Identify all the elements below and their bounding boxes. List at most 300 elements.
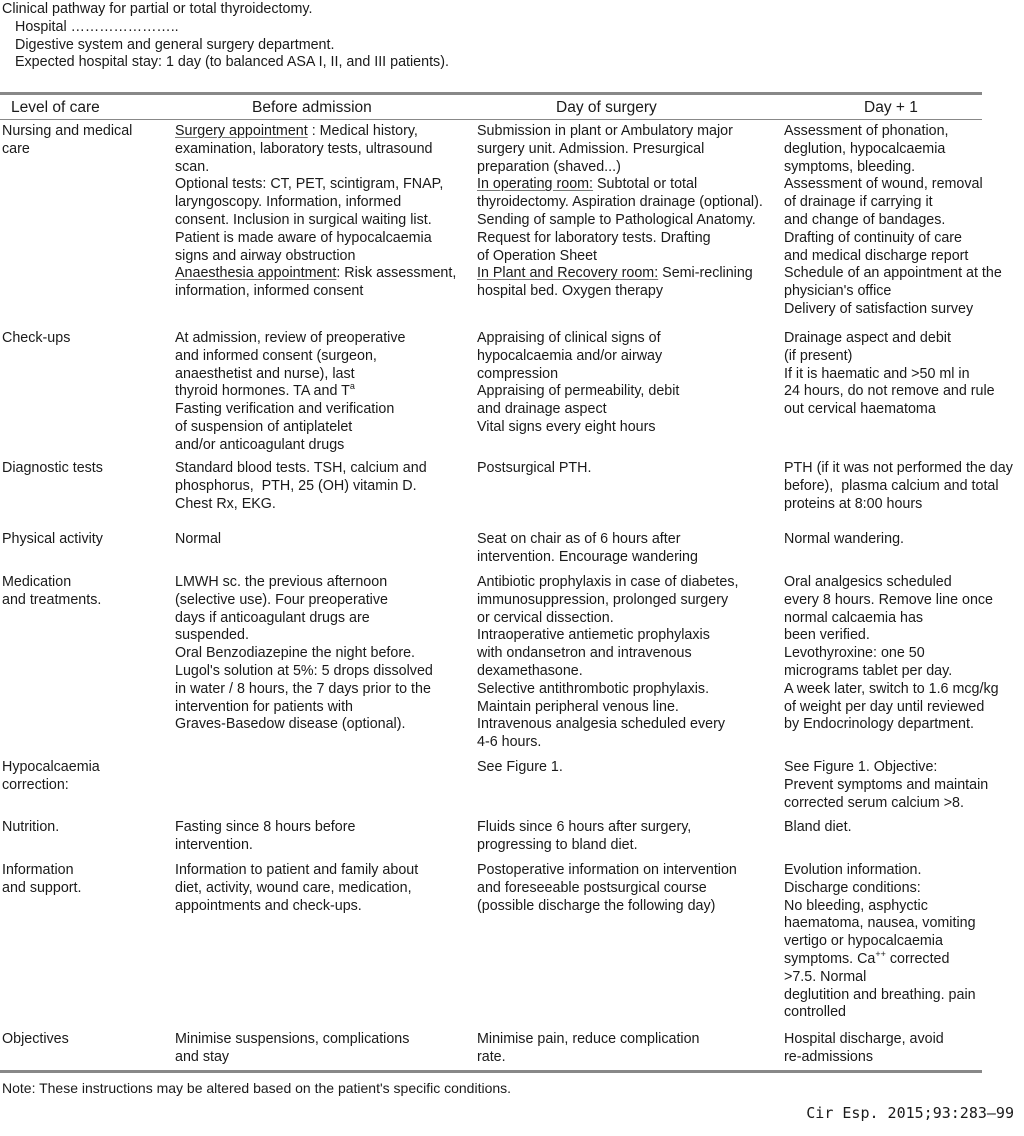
hospital-stay-line: Expected hospital stay: 1 day (to balanced ASA I, II, and III patients). [15,54,449,71]
cell-line [175,663,433,681]
text-segment: Fasting verification and verification [175,401,395,418]
cell-before [175,531,221,549]
cell-line: Diagnostic tests [2,460,103,476]
cell-line [784,176,1002,194]
text-segment: laryngoscopy. Information, informed [175,194,402,211]
text-segment: Prevent symptoms and maintain [784,776,989,793]
cell-line [477,330,679,348]
text-segment: Request for laboratory tests. Drafting [477,229,711,246]
cell-line: Objectives [2,1031,69,1047]
text-segment: In operating room: [477,176,594,193]
column-header-day-of-surgery: Day of surgery [556,99,657,116]
text-segment: Lugol's solution at 5%: 5 drops dissolved [175,662,433,679]
text-segment: Fasting since 8 hours before [175,819,356,835]
text-segment: A week later, switch to 1.6 mcg/kg [784,680,999,697]
text-segment: Appraising of clinical signs of [477,330,661,346]
text-segment: 4-6 hours. [477,734,542,751]
cell-line [175,880,418,898]
text-segment: out cervical haematoma [784,401,936,418]
text-segment: deglutition and breathing. pain [784,986,976,1003]
cell-before [175,330,405,455]
cell-line [175,123,456,141]
text-segment: Evolution information. [784,862,922,878]
column-header-day-plus-one: Day + 1 [864,99,918,116]
cell-line [175,610,433,628]
text-segment: Standard blood tests. TSH, calcium and [175,460,427,476]
text-segment: Maintain peripheral venous line. [477,698,679,715]
cell-before [175,460,427,513]
text-segment: Drafting of continuity of care [784,229,963,246]
cell-line [784,759,988,777]
text-segment: Appraising of permeability, debit [477,383,680,400]
cell-line [175,348,405,366]
text-segment: vertigo or hypocalcaemia [784,933,943,950]
text-segment: Intraoperative antiemetic prophylaxis [477,627,710,644]
text-segment: (possible discharge the following day) [477,897,716,914]
cell-line [784,663,999,681]
text-segment: symptoms, bleeding. [784,158,916,175]
cell-line [784,383,995,401]
row-label [2,759,100,795]
cell-line [477,645,738,663]
cell-line [784,212,1002,230]
text-segment: hospital bed. Oxygen therapy [477,283,663,300]
cell-line [784,496,1013,514]
cell-before [175,123,456,301]
text-segment: If it is haematic and >50 ml in [784,365,970,382]
row-label [2,574,101,610]
cell-line [477,862,737,880]
text-segment: Anaesthesia appointment [175,265,337,282]
text-segment: suspended. [175,627,249,644]
cell-line: Physical activity [2,531,103,547]
cell-day1 [784,123,1002,319]
cell-line [477,837,691,855]
text-segment: controlled [784,1004,846,1021]
cell-line [477,592,738,610]
text-segment: Oral Benzodiazepine the night before. [175,645,416,662]
cell-line [784,283,1002,301]
cell-before [175,862,418,915]
text-segment: information, informed consent [175,283,364,300]
cell-surgery [477,330,679,437]
cell-line [477,699,738,717]
text-segment: Patient is made aware of hypocalcaemia [175,229,432,246]
cell-line: Nutrition. [2,819,60,835]
cell-line [175,419,405,437]
cell-line [477,898,737,916]
text-segment: or cervical dissection. [477,609,614,626]
cell-line [477,610,738,628]
cell-before [175,1031,409,1067]
cell-line [477,419,679,437]
text-segment: haematoma, nausea, vomiting [784,915,976,932]
cell-line [175,819,355,837]
cell-line [784,460,1013,478]
cell-line [175,716,433,734]
text-segment: No bleeding, asphyctic [784,897,928,914]
cell-line [175,1031,409,1049]
cell-before [175,819,355,855]
text-segment: Delivery of satisfaction survey [784,300,974,317]
cell-day1 [784,330,995,419]
text-segment: physician's office [784,283,892,300]
cell-line: Check-ups [2,330,71,346]
cell-line [477,460,591,478]
cell-line [477,549,698,567]
cell-line [175,699,433,717]
superscript: ++ [875,948,886,959]
text-segment: See Figure 1. Objective: [784,759,938,775]
cell-line [477,1031,700,1049]
text-segment: Drainage aspect and debit [784,330,951,346]
text-segment: appointments and check-ups. [175,897,362,914]
cell-line [477,366,679,384]
cell-line [784,348,995,366]
text-segment: LMWH sc. the previous afternoon [175,574,388,590]
cell-line [784,777,988,795]
cell-line [784,948,976,969]
cell-day1 [784,531,904,549]
cell-surgery [477,862,737,915]
cell-line [175,1049,409,1067]
text-segment: and/or anticoagulant drugs [175,436,345,453]
cell-line [784,645,999,663]
cell-surgery [477,460,591,478]
text-segment: diet, activity, wound care, medication, [175,879,412,896]
cell-line [477,880,737,898]
text-segment: : Risk assessment, [336,265,457,282]
cell-line [175,176,456,194]
text-segment: Chest Rx, EKG. [175,495,276,512]
text-segment: : Medical history, [307,123,418,139]
cell-line [175,212,456,230]
cell-line [784,862,976,880]
text-segment: rate. [477,1048,506,1065]
cell-line [784,627,999,645]
text-segment: immunosuppression, prolonged surgery [477,591,729,608]
text-segment: by Endocrinology department. [784,716,974,733]
text-segment: At admission, review of preoperative [175,330,406,346]
cell-line [784,987,976,1005]
cell-line [175,283,456,301]
cell-line [784,880,976,898]
cell-line [784,1049,944,1067]
text-segment: of drainage if carrying it [784,194,933,211]
cell-line [477,265,763,283]
cell-line [784,194,1002,212]
text-segment: with ondansetron and intravenous [477,645,692,662]
cell-day1 [784,759,988,812]
cell-day1 [784,1031,944,1067]
cell-line: Hypocalcaemia [2,759,100,775]
text-segment: and informed consent (surgeon, [175,347,377,364]
cell-line [175,248,456,266]
text-segment: every 8 hours. Remove line once [784,591,994,608]
text-segment: PTH (if it was not performed the day [784,460,1013,476]
cell-line [477,159,763,177]
text-segment: and stay [175,1048,230,1065]
text-segment: phosphorus, PTH, 25 (OH) vitamin D. [175,477,417,494]
column-header-before-admission: Before admission [252,99,372,116]
text-segment: hypocalcaemia and/or airway [477,347,663,364]
text-segment: micrograms tablet per day. [784,662,953,679]
text-segment: corrected [885,950,950,967]
table-caption [2,1,449,72]
text-segment: symptoms. Ca [784,950,876,967]
cell-line [175,141,456,159]
text-segment: Vital signs every eight hours [477,418,656,435]
table-bottom-rule [0,1070,982,1073]
table-note: Note: These instructions may be altered based on the patient's specific conditions. [2,1080,512,1096]
text-segment: 24 hours, do not remove and rule [784,383,995,400]
cell-line [784,265,1002,283]
text-segment: and medical discharge report [784,247,969,264]
text-segment: compression [477,365,559,382]
cell-surgery [477,819,691,855]
cell-day1 [784,460,1013,513]
column-header-level-of-care: Level of care [11,99,100,116]
cell-line [477,734,738,752]
cell-line [477,176,763,194]
text-segment: of Operation Sheet [477,247,598,264]
cell-line [477,819,691,837]
cell-line [175,862,418,880]
cell-line [175,898,418,916]
cell-line: and support. [2,879,82,896]
text-segment: proteins at 8:00 hours [784,495,923,512]
cell-line [477,123,763,141]
text-segment: been verified. [784,627,870,644]
cell-surgery [477,574,738,752]
cell-line: and treatments. [2,591,102,608]
cell-day1 [784,862,976,1022]
text-segment: Information to patient and family about [175,862,419,878]
row-label [2,531,103,549]
text-segment: In Plant and Recovery room: [477,265,659,282]
cell-line [477,681,738,699]
text-segment: Postoperative information on intervention [477,862,737,878]
cell-line [175,265,456,283]
cell-line: Information [2,862,74,878]
cell-line [784,1004,976,1022]
table-title: Clinical pathway for partial or total thyroidectomy. [2,1,313,17]
cell-line [175,330,405,348]
cell-line [784,330,995,348]
text-segment: Intravenous analgesia scheduled every [477,716,725,733]
text-segment: normal calcaemia has [784,609,924,626]
text-segment: Discharge conditions: [784,879,921,896]
cell-line [175,592,433,610]
text-segment: Schedule of an appointment at the [784,265,1002,282]
cell-line [477,248,763,266]
text-segment: Subtotal or total [593,176,698,193]
superscript: a [349,381,355,392]
row-label [2,862,82,898]
text-segment: Minimise pain, reduce complication [477,1031,700,1047]
text-segment: Levothyroxine: one 50 [784,645,925,662]
department-line: Digestive system and general surgery department. [15,36,335,53]
cell-line [477,574,738,592]
cell-line [175,194,456,212]
text-segment: Submission in plant or Ambulatory major [477,123,733,139]
cell-line [477,759,563,777]
cell-line: Medication [2,574,72,590]
cell-line [175,627,433,645]
cell-line [784,401,995,419]
text-segment: dexamethasone. [477,662,583,679]
cell-line [784,898,976,916]
text-segment: Assessment of wound, removal [784,176,983,193]
cell-line [175,645,433,663]
text-segment: Surgery appointment [175,123,308,139]
row-label [2,123,132,159]
cell-line [784,366,995,384]
cell-line [784,969,976,987]
text-segment: Assessment of phonation, [784,123,949,139]
text-segment: Normal wandering. [784,531,904,547]
text-segment: and drainage aspect [477,401,607,418]
cell-line [784,819,852,837]
text-segment: Selective antithrombotic prophylaxis. [477,680,710,697]
cell-line: Nursing and medical [2,123,133,139]
cell-line [477,716,738,734]
cell-line [477,663,738,681]
cell-line [175,401,405,419]
text-segment: Postsurgical PTH. [477,460,592,476]
text-segment: thyroidectomy. Aspiration drainage (optional). [477,194,763,211]
cell-line [175,681,433,699]
cell-line [784,301,1002,319]
table-top-rule [0,92,982,95]
text-segment: days if anticoagulant drugs are [175,609,370,626]
text-segment: Semi-reclining [658,265,753,282]
text-segment: before), plasma calcium and total [784,477,999,494]
cell-line [477,283,763,301]
cell-line [175,531,221,549]
cell-line [784,795,988,813]
text-segment: intervention. Encourage wandering [477,548,698,565]
text-segment: of weight per day until reviewed [784,698,985,715]
cell-line [784,230,1002,248]
cell-line [175,383,405,401]
text-segment: scan. [175,158,210,175]
cell-line [477,141,763,159]
cell-day1 [784,819,852,837]
text-segment: Normal [175,531,222,547]
text-segment: Antibiotic prophylaxis in case of diabetes, [477,574,739,590]
text-segment: thyroid hormones. TA and T [175,383,350,400]
text-segment: Sending of sample to Pathological Anatomy. [477,211,756,228]
cell-line [784,610,999,628]
cell-line [175,230,456,248]
text-segment: Graves-Basedow disease (optional). [175,716,406,733]
cell-line [175,437,405,455]
cell-line [784,681,999,699]
text-segment: (if present) [784,347,853,364]
text-segment: See Figure 1. [477,759,563,775]
cell-line [477,194,763,212]
text-segment: intervention for patients with [175,698,354,715]
cell-line [477,212,763,230]
text-segment: (selective use). Four preoperative [175,591,388,608]
text-segment: Optional tests: CT, PET, scintigram, FNAP, [175,176,444,193]
cell-day1 [784,574,999,734]
row-label [2,330,70,348]
cell-line [784,478,1013,496]
cell-surgery [477,531,698,567]
text-segment: corrected serum calcium >8. [784,794,964,811]
hospital-line: Hospital ………………….. [15,18,179,35]
cell-line [784,915,976,933]
text-segment: Hospital discharge, avoid [784,1031,944,1047]
cell-line [175,574,433,592]
cell-line [477,1049,700,1067]
row-label [2,460,103,478]
cell-line [175,478,427,496]
cell-line [477,230,763,248]
text-segment: progressing to bland diet. [477,836,638,853]
cell-line [175,496,427,514]
text-segment: preparation (shaved...) [477,158,621,175]
cell-line [477,531,698,549]
cell-line [784,123,1002,141]
cell-line [477,383,679,401]
text-segment: Fluids since 6 hours after surgery, [477,819,692,835]
cell-line [784,531,904,549]
text-segment: and foreseeable postsurgical course [477,879,707,896]
cell-line [784,248,1002,266]
text-segment: surgery unit. Admission. Presurgical [477,140,705,157]
text-segment: anaesthetist and nurse), last [175,365,355,382]
cell-line [477,401,679,419]
text-segment: consent. Inclusion in surgical waiting list. [175,211,432,228]
cell-line [175,366,405,384]
text-segment: of suspension of antiplatelet [175,418,353,435]
cell-line [175,460,427,478]
cell-line: correction: [2,776,69,793]
text-segment: in water / 8 hours, the 7 days prior to the [175,680,431,697]
cell-line [784,716,999,734]
cell-line: care [2,140,30,157]
cell-line [477,348,679,366]
cell-line [784,592,999,610]
cell-line [784,699,999,717]
cell-surgery [477,759,563,777]
text-segment: >7.5. Normal [784,968,867,985]
cell-line [477,627,738,645]
cell-line [784,159,1002,177]
text-segment: and change of bandages. [784,211,946,228]
cell-line [175,837,355,855]
cell-line [784,574,999,592]
citation: Cir Esp. 2015;93:283–99 [806,1104,1014,1122]
cell-before [175,574,433,734]
cell-line [784,1031,944,1049]
cell-line [175,159,456,177]
cell-surgery [477,123,763,301]
text-segment: intervention. [175,836,253,853]
text-segment: Minimise suspensions, complications [175,1031,410,1047]
row-label [2,819,59,837]
text-segment: signs and airway obstruction [175,247,356,264]
cell-line [784,141,1002,159]
header-rule [0,119,982,120]
text-segment: Seat on chair as of 6 hours after [477,531,681,547]
cell-surgery [477,1031,700,1067]
text-segment: Bland diet. [784,819,852,835]
text-segment: deglution, hypocalcaemia [784,140,946,157]
